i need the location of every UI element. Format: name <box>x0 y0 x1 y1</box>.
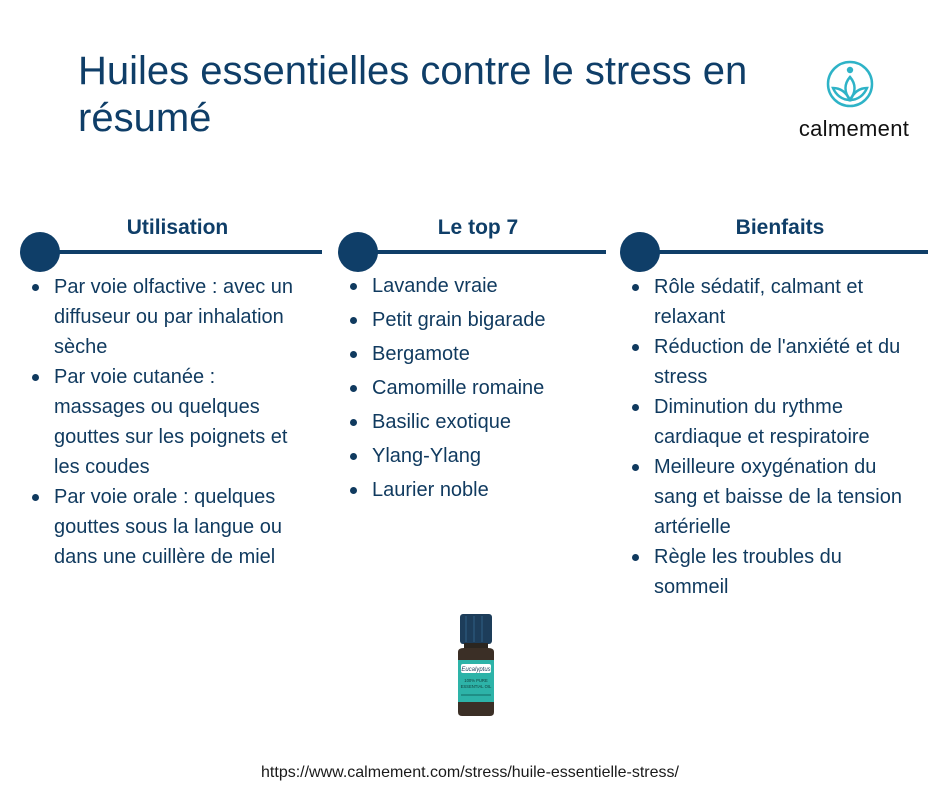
source-url: https://www.calmement.com/stress/huile-essentielle-stress/ <box>261 764 679 781</box>
column-top-7 <box>338 210 598 510</box>
column-bienfaits <box>620 210 920 602</box>
bottle-brand-text: Eucalyptus <box>461 667 491 673</box>
column-header <box>338 210 598 272</box>
list-item: Basilic exotique <box>338 405 598 439</box>
column-header <box>620 210 920 272</box>
list-item: Camomille romaine <box>338 371 598 405</box>
list-item: Règle les troubles du sommeil <box>620 542 920 602</box>
list-item: Meilleure oxygénation du sang et baisse de la tension artérielle <box>620 452 920 542</box>
brand-logo <box>800 58 920 148</box>
list-item: Lavande vraie <box>338 269 598 303</box>
list-item: Par voie cutanée : massages ou quelques gouttes sur les poignets et les coudes <box>20 362 310 482</box>
list-item: Petit grain bigarade <box>338 303 598 337</box>
benefits-list <box>620 272 920 602</box>
list-item: Rôle sédatif, calmant et relaxant <box>620 272 920 332</box>
list-item: Laurier noble <box>338 473 598 507</box>
list-item: Ylang-Ylang <box>338 439 598 473</box>
lotus-meditation-icon <box>818 58 882 116</box>
usage-list <box>20 272 310 572</box>
essential-oil-bottle-icon <box>452 612 500 718</box>
bullet-circle-icon <box>20 232 60 272</box>
column-title: Bienfaits <box>735 216 825 239</box>
bullet-circle-icon <box>620 232 660 272</box>
list-item: Par voie olfactive : avec un diffuseur ou par inhalation sèche <box>20 272 310 362</box>
list-item: Diminution du rythme cardiaque et respiratoire <box>620 392 920 452</box>
column-header <box>20 210 310 272</box>
brand-name: calmement <box>798 116 910 141</box>
page-title: Huiles essentielles contre le stress en résumé <box>78 49 748 140</box>
list-item: Par voie orale : quelques gouttes sous la langue ou dans une cuillère de miel <box>20 482 310 572</box>
list-item: Bergamote <box>338 337 598 371</box>
divider-line <box>650 250 928 254</box>
list-item: Réduction de l'anxiété et du stress <box>620 332 920 392</box>
oils-list <box>338 269 598 507</box>
bottle-label-text: ESSENTIAL OIL <box>460 684 492 689</box>
column-utilisation <box>20 210 310 572</box>
column-title: Utilisation <box>126 216 229 239</box>
divider-line <box>368 250 606 254</box>
column-title: Le top 7 <box>437 216 519 239</box>
bottle-label-text: 100% PURE <box>464 678 488 683</box>
divider-line <box>50 250 322 254</box>
bullet-circle-icon <box>338 232 378 272</box>
